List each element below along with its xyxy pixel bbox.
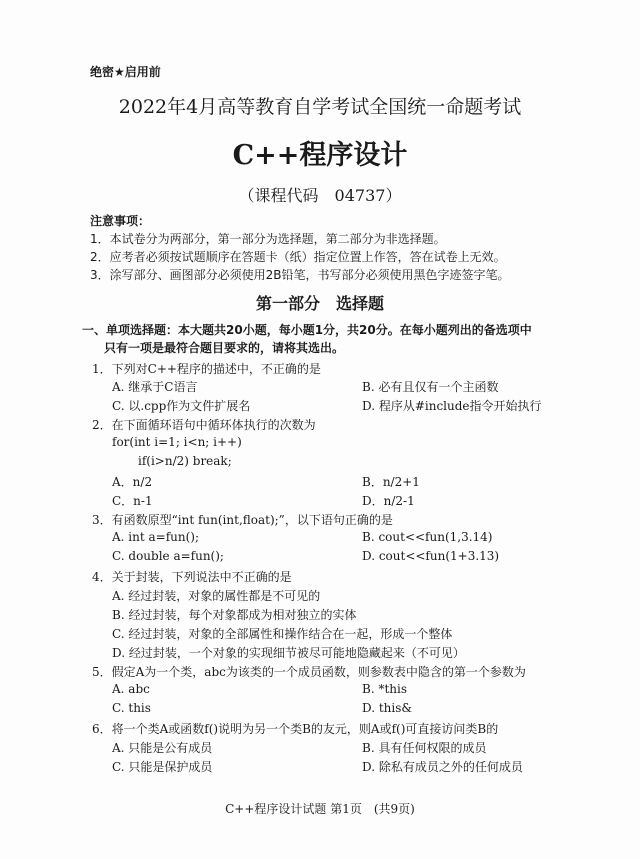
notice-item: 2．应考者必须按试题顺序在答题卡（纸）指定位置上作答，答在试卷上无效。: [90, 250, 506, 264]
secret-mark: 绝密★启用前: [90, 65, 161, 79]
option-b: B. cout<<fun(1,3.14): [362, 530, 493, 544]
option-c: C. this: [112, 701, 151, 715]
option-d: D. 除私有成员之外的任何成员: [362, 760, 523, 774]
exam-title: 2022年4月高等教育自学考试全国统一命题考试: [118, 96, 522, 118]
option-a: A. 只能是公有成员: [112, 741, 213, 755]
notice-item: 3．涂写部分、画图部分必须使用2B铅笔，书写部分必须使用黑色字迹签字笔。: [90, 268, 510, 282]
option-b: B. 具有任何权限的成员: [362, 741, 487, 755]
notice-item: 1．本试卷分为两部分，第一部分为选择题，第二部分为非选择题。: [90, 232, 446, 246]
question-stem: 2．在下面循环语句中循环体执行的次数为: [92, 418, 316, 432]
option-a: A. 经过封装，对象的属性都是不可见的: [112, 589, 321, 603]
option-a: A．n/2: [112, 475, 153, 489]
section-heading-cont: 只有一项是最符合题目要求的，请将其选出。: [104, 341, 345, 355]
question-stem: 3．有函数原型“int fun(int,float);”，以下语句正确的是: [92, 513, 393, 527]
option-d: D. 程序从#include指令开始执行: [362, 399, 542, 413]
option-d: D. this&: [362, 701, 413, 715]
option-a: A. 继承于C语言: [112, 380, 198, 394]
course-code: （课程代码 04737）: [238, 186, 402, 205]
code-line: for(int i=1; i<n; i++): [112, 435, 242, 449]
option-a: A. abc: [112, 682, 150, 696]
option-c: C. double a=fun();: [112, 549, 224, 563]
option-b: B. 必有且仅有一个主函数: [362, 380, 499, 394]
option-b: B．n/2+1: [362, 475, 420, 489]
part-one-title: 第一部分 选择题: [255, 294, 384, 313]
section-heading: 一、单项选择题：本大题共20小题，每小题1分，共20分。在每小题列出的备选项中: [82, 323, 532, 337]
notice-heading: 注意事项：: [90, 214, 151, 228]
option-b: B. *this: [362, 682, 407, 696]
option-d: D. 经过封装，一个对象的实现细节被尽可能地隐藏起来（不可见）: [112, 646, 465, 660]
code-line: if(i>n/2) break;: [138, 454, 232, 468]
option-b: B. 经过封装，每个对象都成为相对独立的实体: [112, 608, 357, 622]
option-c: C. 以.cpp作为文件扩展名: [112, 399, 251, 413]
option-d: D. cout<<fun(1+3.13): [362, 549, 500, 563]
question-stem: 6．将一个类A或函数f()说明为另一个类B的友元，则A或f()可直接访问类B的: [92, 722, 499, 736]
option-c: C. 只能是保护成员: [112, 760, 213, 774]
option-d: D．n/2-1: [362, 494, 415, 508]
question-stem: 1．下列对C++程序的描述中，不正确的是: [92, 362, 321, 376]
option-c: C. 经过封装，对象的全部属性和操作结合在一起，形成一个整体: [112, 627, 453, 641]
page-footer: C++程序设计试题 第1页 (共9页): [225, 802, 415, 816]
option-c: C．n-1: [112, 494, 153, 508]
option-a: A. int a=fun();: [112, 530, 200, 544]
course-name: C++程序设计: [232, 140, 408, 171]
question-stem: 4．关于封装，下列说法中不正确的是: [92, 570, 292, 584]
question-stem: 5．假定A为一个类，abc为该类的一个成员函数，则参数表中隐含的第一个参数为: [92, 665, 526, 679]
